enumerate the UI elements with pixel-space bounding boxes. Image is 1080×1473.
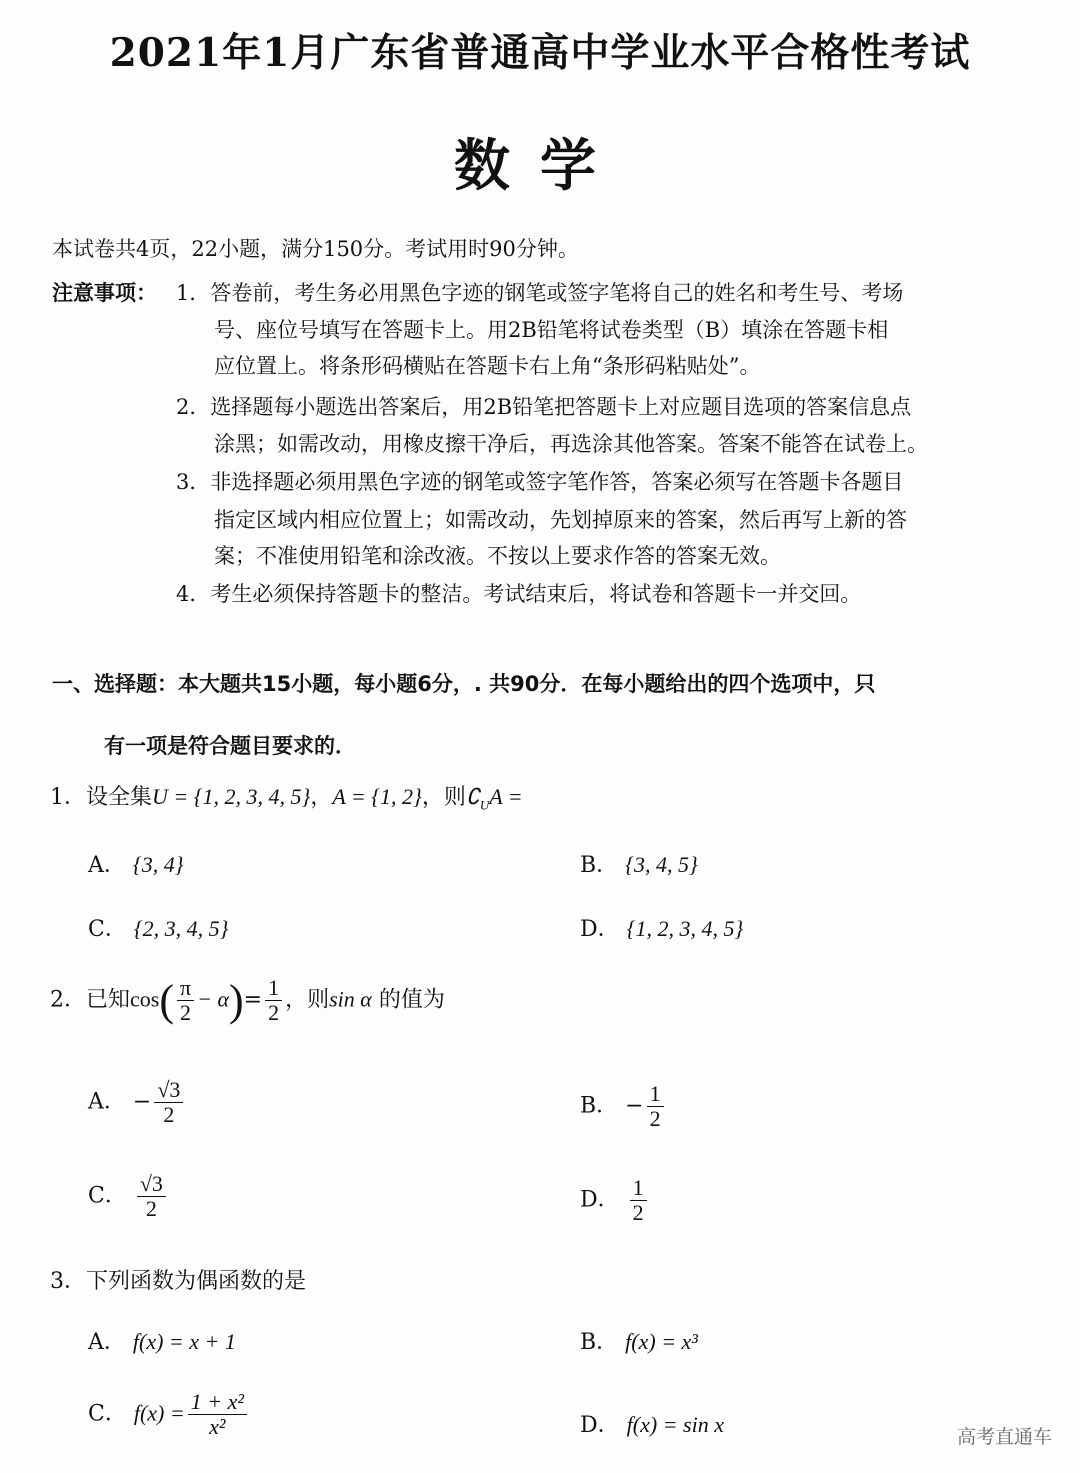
notice-line: 指定区域内相应位置上；如需改动，先划掉原来的答案，然后再写上新的答 [214, 508, 907, 532]
q3-option-d: D． f(x) = sin x [580, 1412, 724, 1438]
question-3: 3．下列函数为偶函数的是 [50, 1269, 307, 1294]
q1-option-a: A． {3, 4} [88, 852, 184, 878]
question-1: 1．设全集U = {1, 2, 3, 4, 5}，A = {1, 2}，则$∁_UA$ = [50, 784, 523, 813]
q1-option-d: D． {1, 2, 3, 4, 5} [580, 916, 744, 942]
notice-line: 4．考生必须保持答题卡的整洁。考试结束后，将试卷和答题卡一并交回。 [176, 582, 862, 606]
q3-option-a: A． f(x) = x + 1 [88, 1329, 236, 1355]
section-heading: 一、选择题：本大题共15小题，每小题6分，. 共90分．在每小题给出的四个选项中，只 [52, 672, 876, 696]
subject-title: 数学 [454, 133, 626, 199]
notice-label: 注意事项： [52, 281, 157, 305]
q3-option-c: C． f(x) = $\frac{\text{1 + x²}}{\text{x²}}$ [88, 1390, 250, 1439]
section-heading-cont: 有一项是符合题目要求的． [104, 734, 356, 758]
q1-option-c: C． {2, 3, 4, 5} [88, 916, 229, 942]
q2-option-d: D． $\frac{1}{2}$ [580, 1176, 650, 1225]
notice-line: 涂黑；如需改动，用橡皮擦干净后，再选涂其他答案。答案不能答在试卷上。 [214, 432, 928, 456]
q2-option-b: B． − $\frac{1}{2}$ [580, 1082, 667, 1131]
notice-line: 应位置上。将条形码横贴在答题卡右上角“条形码粘贴处”。 [214, 354, 761, 378]
q2-option-a: A． − $\frac{√3}{2}$ [88, 1078, 186, 1127]
exam-title: 2021年1月广东省普通高中学业水平合格性考试 [109, 30, 971, 76]
question-2: 2．已知cos( $\frac{\pi}{2}$ − α)= $\frac{1}{2}$ ，则sin α 的值为 [50, 974, 445, 1025]
q3-option-b: B． f(x) = x³ [580, 1329, 698, 1355]
intro-text: 本试卷共4页，22小题，满分150分。考试用时90分钟。 [52, 237, 579, 261]
notice-line: 1．答卷前，考生务必用黑色字迹的钢笔或签字笔将自己的姓名和考生号、考场 [176, 281, 904, 305]
notice-line: 2．选择题每小题选出答案后，用2B铅笔把答题卡上对应题目选项的答案信息点 [176, 395, 912, 419]
q2-option-c: C． $\frac{√3}{2}$ [88, 1172, 169, 1221]
q1-option-b: B． {3, 4, 5} [580, 852, 698, 878]
notice-line: 号、座位号填写在答题卡上。用2B铅笔将试卷类型（B）填涂在答题卡相 [214, 318, 889, 342]
watermark: 高考直通车 [956, 1426, 1052, 1448]
notice-line: 3．非选择题必须用黑色字迹的钢笔或签字笔作答，答案必须写在答题卡各题目 [176, 470, 904, 494]
notice-line: 案；不准使用铅笔和涂改液。不按以上要求作答的答案无效。 [214, 544, 781, 568]
